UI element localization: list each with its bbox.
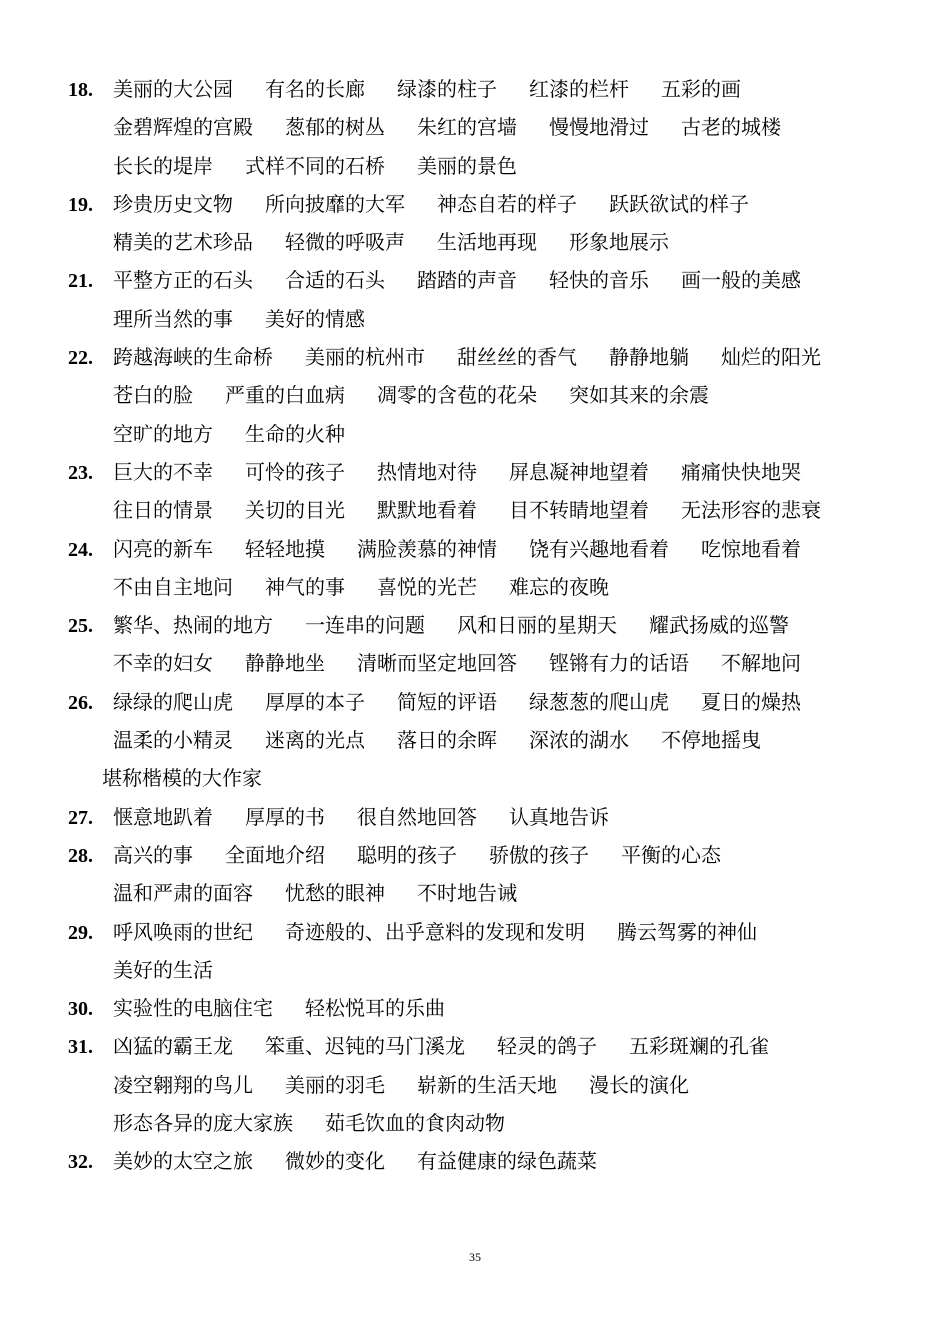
phrase: 微妙的变化: [285, 1149, 385, 1174]
phrase: 不解地问: [721, 651, 801, 676]
phrase: 简短的评语: [397, 689, 497, 714]
phrase: 画一般的美感: [681, 268, 801, 293]
entry-continuation-line: [68, 415, 928, 453]
phrase: 厚厚的本子: [265, 689, 365, 714]
entry-number: 29.: [68, 921, 93, 944]
phrase: 美丽的杭州市: [305, 345, 425, 370]
entry-first-line: [68, 70, 928, 108]
phrase: 忧愁的眼神: [285, 881, 385, 906]
phrase: 甜丝丝的香气: [457, 345, 577, 370]
entry-continuation-line: [68, 300, 928, 338]
entry-tail-line: [68, 759, 928, 797]
phrase: 风和日丽的星期天: [457, 613, 617, 638]
entry-first-line: [68, 683, 928, 721]
phrase: 轻松悦耳的乐曲: [305, 996, 445, 1021]
phrase: 静静地坐: [245, 651, 325, 676]
phrase-list: [68, 70, 928, 1181]
phrase: 形象地展示: [569, 230, 669, 255]
entry-first-line: [68, 185, 928, 223]
phrase: 美丽的羽毛: [285, 1072, 385, 1097]
entry-number: 18.: [68, 79, 93, 101]
entry-number: 24.: [68, 538, 93, 561]
entry-first-line: [68, 989, 928, 1027]
phrase: 吃惊地看着: [701, 536, 801, 561]
phrase: 严重的白血病: [225, 383, 345, 408]
phrase: 轻灵的鸽子: [497, 1034, 597, 1059]
entry-continuation-line: [68, 376, 928, 414]
phrase: 骄傲的孩子: [489, 842, 589, 867]
phrase: 深浓的湖水: [529, 728, 629, 753]
phrase: 目不转睛地望着: [509, 498, 649, 523]
phrase: 不由自主地问: [113, 574, 233, 599]
phrase: 有益健康的绿色蔬菜: [417, 1149, 597, 1174]
phrase: 静静地躺: [609, 345, 689, 370]
phrase: 清晰而坚定地回答: [357, 651, 517, 676]
phrase: 聪明的孩子: [357, 842, 457, 867]
phrase: 温和严肃的面容: [113, 881, 253, 906]
phrase: 惬意地趴着: [113, 804, 213, 829]
phrase: 跃跃欲试的样子: [609, 191, 749, 216]
entry-number: 28.: [68, 844, 93, 867]
entry-first-line: [68, 836, 928, 874]
phrase: 跨越海峡的生命桥: [113, 345, 273, 370]
phrase: 高兴的事: [113, 842, 193, 867]
phrase: 闪亮的新车: [113, 536, 213, 561]
entry-continuation-line: [68, 1066, 928, 1104]
phrase: 凌空翱翔的鸟儿: [113, 1072, 253, 1097]
phrase: 慢慢地滑过: [549, 115, 649, 140]
phrase: 繁华、热闹的地方: [113, 613, 273, 638]
phrase: 茹毛饮血的食肉动物: [325, 1111, 505, 1136]
entry-first-line: [68, 1142, 928, 1180]
phrase: 漫长的演化: [589, 1072, 689, 1097]
entry-continuation-line: [68, 568, 928, 606]
phrase: 认真地告诉: [509, 804, 609, 829]
phrase: 合适的石头: [285, 268, 385, 293]
entry-continuation-line: [68, 951, 928, 989]
phrase: 耀武扬威的巡警: [649, 613, 789, 638]
phrase: 实验性的电脑住宅: [113, 996, 273, 1021]
phrase: 奇迹般的、出乎意料的发现和发明: [285, 919, 585, 944]
phrase: 轻轻地摸: [245, 536, 325, 561]
phrase: 灿烂的阳光: [721, 345, 821, 370]
entry-first-line: [68, 261, 928, 299]
entry-continuation-line: [68, 491, 928, 529]
entry-number: 30.: [68, 998, 93, 1021]
phrase: 崭新的生活天地: [417, 1072, 557, 1097]
phrase: 突如其来的余震: [569, 383, 709, 408]
phrase: 默默地看着: [377, 498, 477, 523]
phrase: 不幸的妇女: [113, 651, 213, 676]
phrase: 关切的目光: [245, 498, 345, 523]
phrase: 生命的火种: [245, 421, 345, 446]
phrase: 绿漆的柱子: [397, 77, 497, 101]
entry-number: 32.: [68, 1151, 93, 1174]
phrase: 夏日的燥热: [701, 689, 801, 714]
phrase: 金碧辉煌的宫殿: [113, 115, 253, 140]
entry-number: 27.: [68, 806, 93, 829]
phrase: 落日的余晖: [397, 728, 497, 753]
page-number: 35: [469, 1250, 481, 1264]
phrase: 所向披靡的大军: [265, 191, 405, 216]
phrase: 朱红的宫墙: [417, 115, 517, 140]
phrase: 喜悦的光芒: [377, 574, 477, 599]
phrase: 五彩的画: [661, 77, 741, 101]
entry-first-line: [68, 798, 928, 836]
entry-first-line: [68, 453, 928, 491]
phrase: 一连串的问题: [305, 613, 425, 638]
entry-number: 25.: [68, 615, 93, 638]
entry-continuation-line: [68, 644, 928, 682]
phrase: 巨大的不幸: [113, 459, 213, 484]
phrase: 迷离的光点: [265, 728, 365, 753]
phrase: 式样不同的石桥: [245, 153, 385, 178]
phrase: 美好的情感: [265, 306, 365, 331]
phrase: 踏踏的声音: [417, 268, 517, 293]
phrase: 形态各异的庞大家族: [113, 1111, 293, 1136]
phrase: 可怜的孩子: [245, 459, 345, 484]
phrase: 不时地告诫: [417, 881, 517, 906]
phrase: 热情地对待: [377, 459, 477, 484]
entry-first-line: [68, 1027, 928, 1065]
phrase: 无法形容的悲衰: [681, 498, 821, 523]
phrase: 全面地介绍: [225, 842, 325, 867]
phrase: 美好的生活: [113, 957, 213, 982]
phrase: 屏息凝神地望着: [509, 459, 649, 484]
phrase: 理所当然的事: [113, 306, 233, 331]
phrase: 神气的事: [265, 574, 345, 599]
phrase: 美丽的景色: [417, 153, 517, 178]
entry-continuation-line: [68, 1104, 928, 1142]
phrase: 凶猛的霸王龙: [113, 1034, 233, 1059]
phrase: 轻快的音乐: [549, 268, 649, 293]
entry-continuation-line: [68, 874, 928, 912]
phrase: 有名的长廊: [265, 77, 365, 101]
phrase: 绿绿的爬山虎: [113, 689, 233, 714]
entry-number: 23.: [68, 461, 93, 484]
phrase: 满脸羡慕的神情: [357, 536, 497, 561]
entry-number: 21.: [68, 270, 93, 293]
entry-first-line: [68, 338, 928, 376]
phrase: 生活地再现: [437, 230, 537, 255]
phrase: 苍白的脸: [113, 383, 193, 408]
phrase: 平整方正的石头: [113, 268, 253, 293]
phrase: 葱郁的树丛: [285, 115, 385, 140]
phrase: 古老的城楼: [681, 115, 781, 140]
phrase: 神态自若的样子: [437, 191, 577, 216]
phrase: 笨重、迟钝的马门溪龙: [265, 1034, 465, 1059]
entry-number: 26.: [68, 691, 93, 714]
phrase: 红漆的栏杆: [529, 77, 629, 101]
phrase: 珍贵历史文物: [113, 191, 233, 216]
entry-continuation-line: [68, 108, 928, 146]
phrase: 长长的堤岸: [113, 153, 213, 178]
phrase: 平衡的心态: [621, 842, 721, 867]
phrase: 绿葱葱的爬山虎: [529, 689, 669, 714]
phrase: 轻微的呼吸声: [285, 230, 405, 255]
phrase: 堪称楷模的大作家: [102, 766, 262, 791]
entry-number: 19.: [68, 193, 93, 216]
phrase: 美妙的太空之旅: [113, 1149, 253, 1174]
phrase: 空旷的地方: [113, 421, 213, 446]
entry-number: 22.: [68, 347, 93, 370]
phrase: 难忘的夜晚: [509, 574, 609, 599]
entry-first-line: [68, 913, 928, 951]
phrase: 美丽的大公园: [113, 77, 233, 101]
phrase: 凋零的含苞的花朵: [377, 383, 537, 408]
phrase: 呼风唤雨的世纪: [113, 919, 253, 944]
phrase: 五彩斑斓的孔雀: [629, 1034, 769, 1059]
entry-continuation-line: [68, 223, 928, 261]
phrase: 厚厚的书: [245, 804, 325, 829]
entry-first-line: [68, 606, 928, 644]
phrase: 痛痛快快地哭: [681, 459, 801, 484]
phrase: 往日的情景: [113, 498, 213, 523]
entry-first-line: [68, 530, 928, 568]
entry-continuation-line: [68, 147, 928, 185]
phrase: 饶有兴趣地看着: [529, 536, 669, 561]
phrase: 精美的艺术珍品: [113, 230, 253, 255]
entry-continuation-line: [68, 721, 928, 759]
phrase: 铿锵有力的话语: [549, 651, 689, 676]
phrase: 很自然地回答: [357, 804, 477, 829]
phrase: 不停地摇曳: [661, 728, 761, 753]
phrase: 腾云驾雾的神仙: [617, 919, 757, 944]
entry-number: 31.: [68, 1036, 93, 1059]
phrase: 温柔的小精灵: [113, 728, 233, 753]
